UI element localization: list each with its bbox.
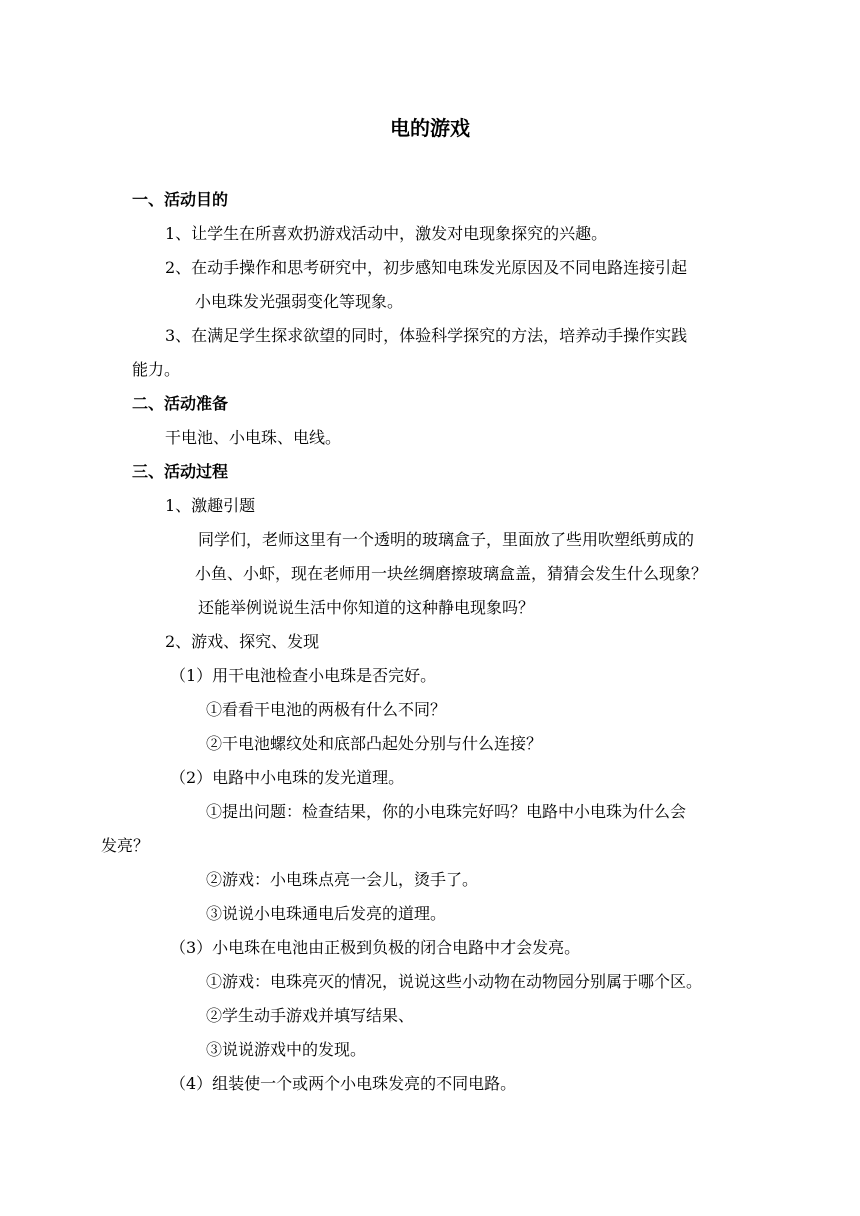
objective-item-2-line-1: 2、在动手操作和思考研究中，初步感知电珠发光原因及不同电路连接引起 (165, 258, 688, 277)
section-heading-preparation: 二、活动准备 (132, 394, 229, 413)
step-2-sub-4-title: （4）组装使一个或两个小电珠发亮的不同电路。 (170, 1074, 517, 1093)
document-title: 电的游戏 (390, 116, 470, 140)
step-2-title: 2、游戏、探究、发现 (165, 632, 320, 651)
step-1-paragraph-2: 还能举例说说生活中你知道的这种静电现象吗？ (198, 598, 535, 617)
step-2-sub-2-item-a-line-2: 发亮？ (101, 836, 150, 855)
step-2-sub-1-title: （1）用干电池检查小电珠是否完好。 (170, 666, 437, 685)
step-2-sub-2-title: （2）电路中小电珠的发光道理。 (170, 768, 405, 787)
objective-item-3-line-2: 能力。 (132, 360, 181, 379)
step-1-paragraph-1-line-1: 同学们，老师这里有一个透明的玻璃盒子，里面放了些用吹塑纸剪成的 (198, 530, 695, 549)
objective-item-3-line-1: 3、在满足学生探求欲望的同时，体验科学探究的方法，培养动手操作实践 (165, 326, 688, 345)
objective-item-2-line-2: 小电珠发光强弱变化等现象。 (195, 292, 404, 311)
section-heading-objectives: 一、活动目的 (132, 190, 229, 209)
step-2-sub-3-item-b: ②学生动手游戏并填写结果、 (206, 1006, 415, 1025)
step-2-sub-1-item-a: ①看看干电池的两极有什么不同？ (206, 700, 447, 719)
step-2-sub-3-item-a: ①游戏：电珠亮灭的情况，说说这些小动物在动物园分别属于哪个区。 (206, 972, 703, 991)
step-2-sub-2-item-c: ③说说小电珠通电后发亮的道理。 (206, 904, 447, 923)
step-2-sub-3-title: （3）小电珠在电池由正极到负极的闭合电路中才会发亮。 (170, 938, 581, 957)
step-2-sub-2-item-a-line-1: ①提出问题：检查结果，你的小电珠完好吗？电路中小电珠为什么会 (206, 802, 687, 821)
preparation-materials: 干电池、小电珠、电线。 (165, 428, 342, 447)
step-1-title: 1、激趣引题 (165, 496, 256, 515)
step-2-sub-2-item-b: ②游戏：小电珠点亮一会儿，烫手了。 (206, 870, 479, 889)
section-heading-process: 三、活动过程 (132, 462, 229, 481)
objective-item-1: 1、让学生在所喜欢扔游戏活动中，激发对电现象探究的兴趣。 (165, 224, 608, 243)
step-2-sub-1-item-b: ②干电池螺纹处和底部凸起处分别与什么连接？ (206, 734, 543, 753)
step-1-paragraph-1-line-2: 小鱼、小虾，现在老师用一块丝绸磨擦玻璃盒盖，猜猜会发生什么现象？ (195, 564, 708, 583)
step-2-sub-3-item-c: ③说说游戏中的发现。 (206, 1040, 367, 1059)
